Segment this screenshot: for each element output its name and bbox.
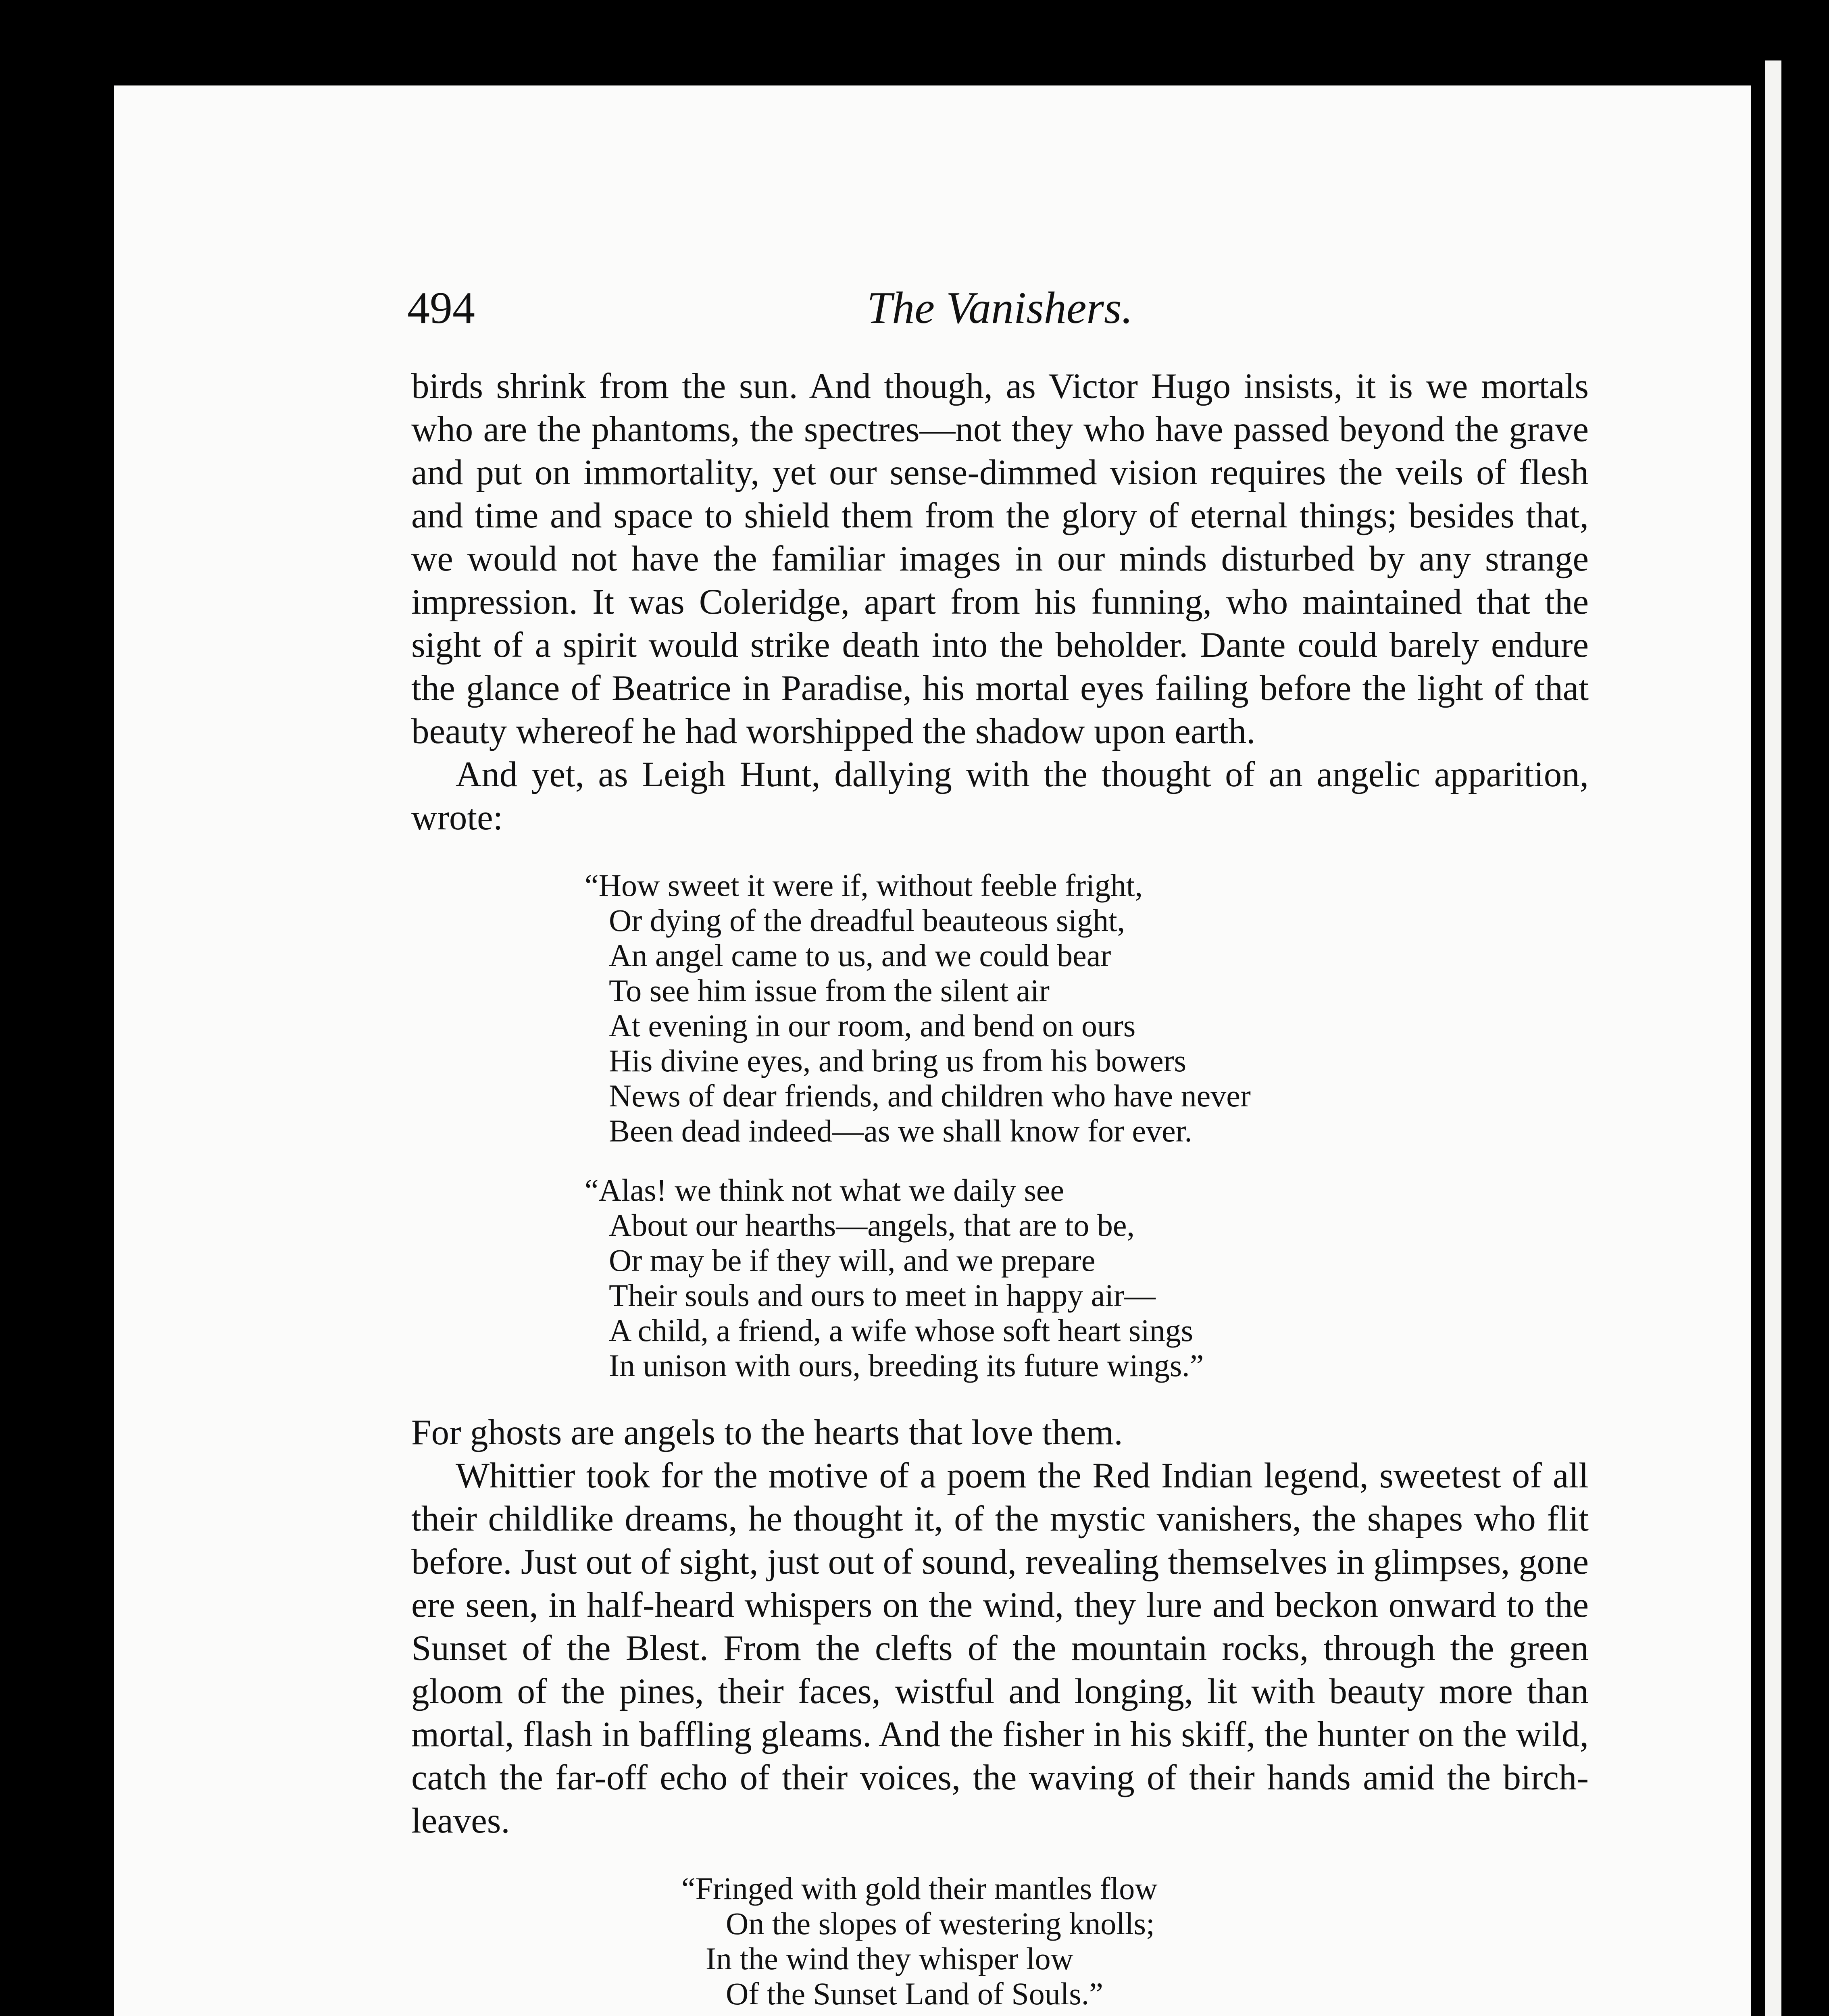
poem-line: Of the Sunset Land of Souls.” <box>726 1976 1103 2011</box>
poem-line: Or may be if they will, and we prepare <box>609 1243 1096 1278</box>
paragraph: And yet, as Leigh Hunt, dallying with the thought of an angelic apparition, wrote: <box>411 755 1589 837</box>
stanza <box>585 868 1589 1148</box>
poem-line: At evening in our room, and bend on ours <box>609 1008 1136 1043</box>
poem-line: A child, a friend, a wife whose soft heart sings <box>609 1313 1194 1348</box>
poem-line: In the wind they whisper low <box>706 1941 1074 1976</box>
paragraph: birds shrink from the sun. And though, as Victor Hugo insists, it is we mortals who are the phantoms, the spectres—not they who have passed beyond the grave and put on immortality, yet our sense-dimmed vision requires the veils of flesh and time and space to shield them from the glory of eternal things; besides that, we would not have the familiar images in our minds disturbed by any strange impression. It was Coleridge, apart from his funning, who maintained that the sight of a spirit would strike death into the beholder. Dante could barely endure the glance of Beatrice in Paradise, his mortal eyes failing before the light of that beauty whereof he had worshipped the shadow upon earth. <box>411 367 1589 751</box>
poem-hunt <box>411 868 1589 1383</box>
paragraph: Whittier took for the motive of a poem the Red Indian legend, sweetest of all their childlike dreams, he thought it, of the mystic vanishers, the shapes who flit before. Just out of sight, just out of sound, revealing themselves in glimpses, gone ere seen, in half-heard whispers on the wind, they lure and beckon onward to the Sunset of the Blest. From the clefts of the mountain rocks, through the green gloom of the pines, their faces, wistful and longing, lit with beauty more than mortal, flash in baffling gleams. And the fisher in his skiff, the hunter on the wild, catch the far-off echo of their voices, the waving of their hands amid the birch-leaves. <box>411 1456 1589 1841</box>
page-body <box>411 365 1589 2016</box>
poem-line: To see him issue from the silent air <box>609 973 1050 1008</box>
poem-whittier-excerpt-1 <box>411 1871 1589 2011</box>
poem-line: On the slopes of westering knolls; <box>726 1906 1155 1941</box>
poem-line: Been dead indeed—as we shall know for ever. <box>609 1113 1192 1148</box>
adjacent-page-edge <box>1765 60 1781 2016</box>
poem-line: “How sweet it were if, without feeble fright, <box>585 868 1143 903</box>
poem-line: News of dear friends, and children who have never <box>609 1078 1251 1113</box>
poem-line: Their souls and ours to meet in happy air— <box>609 1278 1156 1313</box>
paragraph: For ghosts are angels to the hearts that love them. <box>411 1413 1123 1452</box>
poem-line: Or dying of the dreadful beauteous sight, <box>609 903 1125 938</box>
poem-line: In unison with ours, breeding its future wings.” <box>609 1348 1204 1383</box>
page-number: 494 <box>407 283 475 333</box>
poem-line: His divine eyes, and bring us from his bowers <box>609 1043 1186 1078</box>
page-header <box>407 282 1161 343</box>
poem-line: An angel came to us, and we could bear <box>609 938 1111 973</box>
poem-line: “Alas! we think not what we daily see <box>585 1173 1064 1208</box>
running-title: The Vanishers. <box>867 283 1133 333</box>
poem-line: “Fringed with gold their mantles flow <box>681 1871 1158 1906</box>
poem-line: About our hearths—angels, that are to be, <box>609 1208 1135 1243</box>
stanza <box>585 1173 1589 1383</box>
